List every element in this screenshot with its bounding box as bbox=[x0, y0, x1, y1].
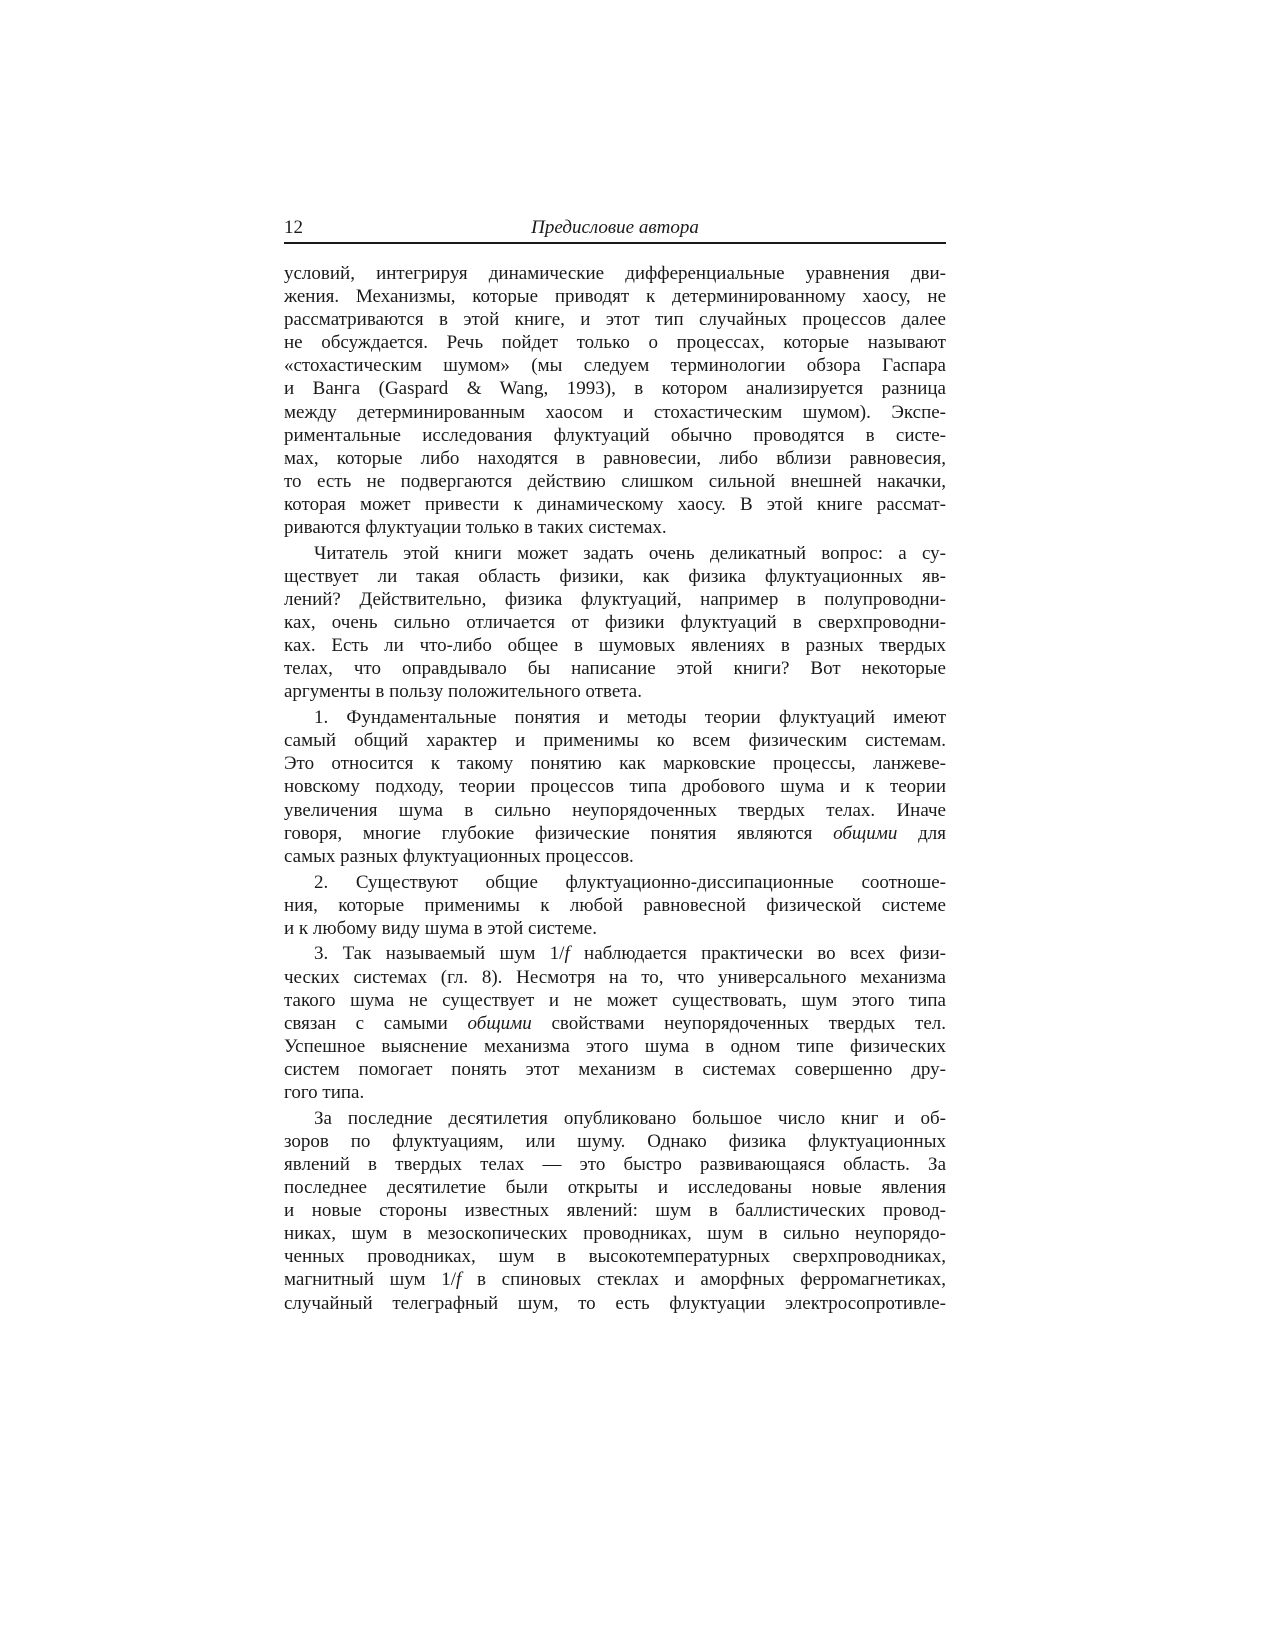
text-line: не обсуждается. Речь пойдет только о процессах, которые называют bbox=[284, 332, 946, 354]
text-line: увеличения шума в сильно неупорядоченных твердых телах. Иначе bbox=[284, 799, 946, 821]
text-line: случайный телеграфный шум, то есть флуктуации электросопротивле- bbox=[284, 1292, 946, 1314]
text-line: аргументы в пользу положительного ответа. bbox=[284, 681, 642, 703]
text-line: и новые стороны известных явлений: шум в баллистических провод- bbox=[284, 1200, 946, 1222]
text-line: телах, что оправдывало бы написание этой книги? Вот некоторые bbox=[284, 658, 946, 680]
text-line: Это относится к такому понятию как марковские процессы, ланжеве- bbox=[284, 753, 946, 775]
text-line: и к любому виду шума в этой системе. bbox=[284, 917, 597, 939]
text-line: никах, шум в мезоскопических проводниках, шум в сильно неупорядо- bbox=[284, 1223, 946, 1245]
text-line: За последние десятилетия опубликовано большое число книг и об- bbox=[314, 1107, 946, 1129]
paragraph-4 bbox=[284, 871, 946, 940]
paragraph-6 bbox=[284, 1107, 946, 1315]
body-text bbox=[284, 262, 946, 1315]
text-line: лений? Действительно, физика флуктуаций, например в полупроводни- bbox=[284, 589, 946, 610]
page-number: 12 bbox=[284, 217, 303, 238]
text-line: «стохастическим шумом» (мы следуем терминологии обзора Гаспара bbox=[284, 355, 946, 377]
text-line: зоров по флуктуациям, или шуму. Однако физика флуктуационных bbox=[284, 1130, 946, 1152]
text-line: условий, интегрируя динамические дифференциальные уравнения дви- bbox=[284, 263, 946, 284]
text-line: Успешное выяснение механизма этого шума в одном типе физических bbox=[284, 1035, 946, 1057]
text-line: ченных проводниках, шум в высокотемпературных сверхпроводниках, bbox=[284, 1246, 946, 1268]
text-line: магнитный шум 1/f в спиновых стеклах и аморфных ферромагнетиках, bbox=[284, 1269, 947, 1291]
text-line: связан с самыми общими свойствами неупорядоченных твердых тел. bbox=[284, 1012, 947, 1034]
text-line: такого шума не существует и не может существовать, шум этого типа bbox=[284, 989, 946, 1011]
text-line: явлений в твердых телах — это быстро развивающаяся область. За bbox=[284, 1154, 946, 1175]
text-line: риваются флуктуации только в таких системах. bbox=[284, 517, 667, 539]
text-line: самый общий характер и применимы ко всем физическим системам. bbox=[284, 730, 946, 752]
text-line: ществует ли такая область физики, как физика флуктуационных яв- bbox=[284, 565, 946, 587]
text-line: Читатель этой книги может задать очень деликатный вопрос: а су- bbox=[314, 542, 946, 564]
paragraph-3 bbox=[284, 706, 946, 868]
book-page bbox=[284, 215, 946, 1315]
text-line: и Ванга (Gaspard & Wang, 1993), в котором анализируется разница bbox=[284, 378, 946, 400]
text-line: систем помогает понять этот механизм в системах совершенно дру- bbox=[284, 1058, 946, 1080]
text-line: между детерминированным хаосом и стохастическим шумом). Экспе- bbox=[284, 401, 946, 423]
text-line: которая может привести к динамическому хаосу. В этой книге рассмат- bbox=[284, 493, 946, 515]
paragraph-1 bbox=[284, 262, 946, 539]
text-line: 2. Существуют общие флуктуационно-диссипационные соотноше- bbox=[314, 871, 946, 893]
text-line: гого типа. bbox=[284, 1082, 365, 1104]
text-line: 3. Так называемый шум 1/f наблюдается практически во всех физи- bbox=[314, 943, 946, 965]
text-line: ческих системах (гл. 8). Несмотря на то, что универсального механизма bbox=[284, 966, 946, 988]
running-title: Предисловие автора bbox=[531, 217, 699, 238]
paragraph-2 bbox=[284, 542, 946, 704]
text-line: жения. Механизмы, которые приводят к детерминированному хаосу, не bbox=[284, 286, 946, 308]
text-line: 1. Фундаментальные понятия и методы теории флуктуаций имеют bbox=[314, 707, 946, 729]
text-line: новскому подходу, теории процессов типа дробового шума и к теории bbox=[284, 776, 946, 798]
text-line: то есть не подвергаются действию слишком сильной внешней накачки, bbox=[284, 470, 946, 492]
text-line: риментальные исследования флуктуаций обычно проводятся в систе- bbox=[284, 424, 946, 446]
text-line: мах, которые либо находятся в равновесии, либо вблизи равновесия, bbox=[284, 447, 946, 469]
text-line: рассматриваются в этой книге, и этот тип случайных процессов далее bbox=[284, 309, 946, 331]
text-line: ния, которые применимы к любой равновесной физической системе bbox=[284, 894, 946, 916]
text-line: самых разных флуктуационных процессов. bbox=[284, 845, 634, 867]
text-line: последнее десятилетие были открыты и исследованы новые явления bbox=[284, 1177, 946, 1199]
text-line: ках, очень сильно отличается от физики флуктуаций в сверхпроводни- bbox=[284, 612, 946, 634]
text-line: говоря, многие глубокие физические понятия являются общими для bbox=[284, 822, 946, 844]
paragraph-5 bbox=[284, 942, 946, 1104]
text-line: ках. Есть ли что-либо общее в шумовых явлениях в разных твердых bbox=[284, 635, 946, 657]
running-head bbox=[284, 215, 946, 244]
